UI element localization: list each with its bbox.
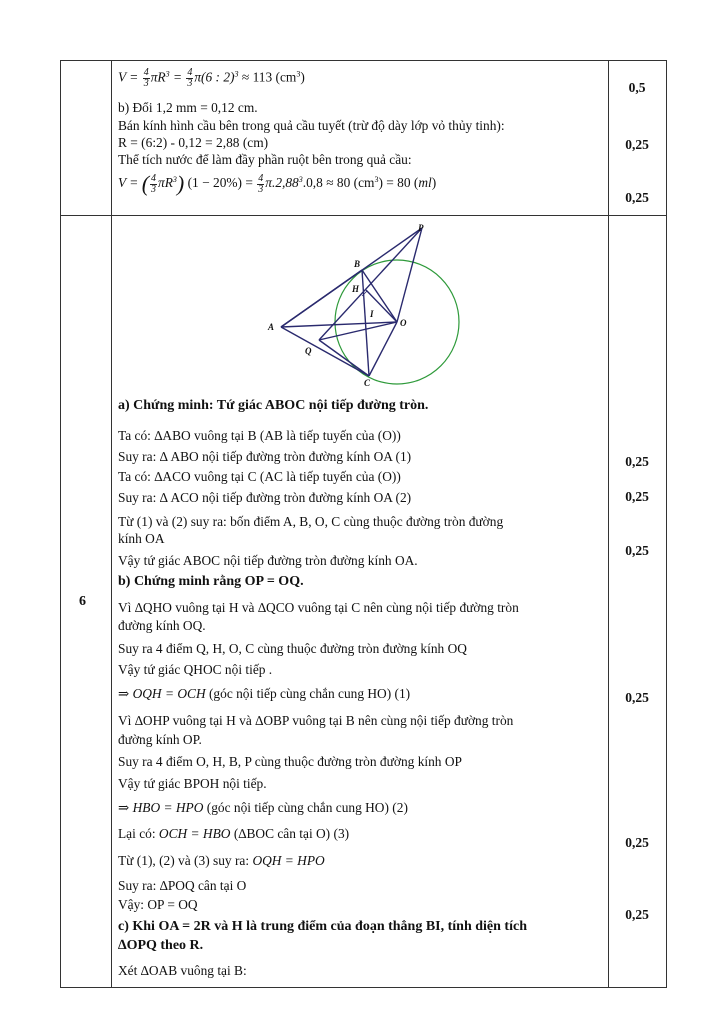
equation-line: Lại có: OCH = HBO (∆BOC cân tại O) (3) — [118, 826, 350, 841]
segment-ap — [281, 228, 422, 327]
text-line: Suy ra: ∆POQ cân tại O — [118, 878, 247, 893]
text-line: Bán kính hình cầu bên trong quả cầu tuyết (trừ độ dày lớp vỏ thủy tinh): — [118, 118, 505, 133]
part-c-title-cont: ∆OPQ theo R. — [118, 938, 204, 953]
label-h: H — [352, 284, 360, 294]
text-line: b) Đổi 1,2 mm = 0,12 cm. — [118, 100, 258, 115]
text-line: Suy ra: ∆ ABO nội tiếp đường tròn đường kính OA (1) — [118, 449, 412, 464]
text-line: đường kính OP. — [118, 732, 202, 747]
score-mark: 0,25 — [625, 543, 649, 558]
label-a: A — [268, 322, 275, 332]
score-mark: 0,25 — [625, 690, 649, 705]
geometry-figure — [0, 0, 725, 400]
label-c: C — [364, 378, 371, 388]
equation-line: ⇒ OQH = OCH (góc nội tiếp cùng chắn cung HO) (1) — [118, 686, 411, 701]
part-a-title: a) Chứng minh: Tứ giác ABOC nội tiếp đường tròn. — [118, 398, 429, 413]
score-mark: 0,25 — [625, 190, 649, 205]
segment-qc — [319, 340, 369, 376]
score-mark: 0,25 — [625, 835, 649, 850]
score-mark: 0,25 — [625, 454, 649, 469]
score-mark: 0,25 — [625, 907, 649, 922]
text-line: Từ (1) và (2) suy ra: bốn điểm A, B, O, C cùng thuộc đường tròn đường — [118, 514, 504, 529]
text-line: Xét ∆OAB vuông tại B: — [118, 963, 247, 978]
text-line: Suy ra 4 điểm O, H, B, P cùng thuộc đường tròn đường kính OP — [118, 754, 462, 769]
text-line: Ta có: ∆ACO vuông tại C (AC là tiếp tuyến của (O)) — [118, 469, 401, 484]
label-o: O — [400, 318, 407, 328]
fraction: $\frac{4}{3}$ — [187, 67, 193, 89]
text-line: Vì ∆OHP vuông tại H và ∆OBP vuông tại B nên cùng nội tiếp đường tròn — [118, 713, 514, 728]
equation-line: Từ (1), (2) và (3) suy ra: OQH = HPO — [118, 853, 325, 868]
score-mark: 0,5 — [628, 80, 646, 95]
text-line: kính OA — [118, 531, 165, 546]
table-bottom-border — [60, 987, 666, 988]
text-line: Vậy: OP = OQ — [118, 897, 198, 912]
text-line: đường kính OQ. — [118, 618, 206, 633]
label-q: Q — [305, 346, 312, 356]
fraction: $\frac{4}{3}$ — [143, 67, 149, 89]
label-p: P — [418, 223, 424, 233]
text-line: Vì ∆QHO vuông tại H và ∆QCO vuông tại C nên cùng nội tiếp đường tròn — [118, 600, 519, 615]
water-volume-formula-line: V = ( $\frac{4}{3}$ $\pi R^3$) (1 − 20%) = $\frac{4}{3}$ $\pi.2,88^3.0,8 \approx 80$ $(cm^3) = 80$ (ml) — [118, 171, 437, 196]
text-line: Suy ra 4 điểm Q, H, O, C cùng thuộc đường tròn đường kính OQ — [118, 641, 467, 656]
volume-formula-line: V = $\frac{4}{3}$ $\pi R^3$ = $\frac{4}{3}$ π(6 : 2)$^3$ ≈ 113 $(cm^3)$ — [118, 67, 305, 89]
part-c-title: c) Khi OA = 2R và H là trung điểm của đoạn thẳng BI, tính diện tích — [118, 919, 527, 934]
label-i: I — [370, 309, 374, 319]
segment-co — [369, 322, 397, 376]
fraction: $\frac{4}{3}$ — [258, 172, 264, 195]
fraction: $\frac{4}{3}$ — [151, 172, 157, 195]
text-line: Ta có: ∆ABO vuông tại B (AB là tiếp tuyến của (O)) — [118, 428, 401, 443]
text-line: Vậy tứ giác QHOC nội tiếp . — [118, 662, 273, 677]
score-mark: 0,25 — [625, 489, 649, 504]
label-b: B — [354, 259, 361, 269]
equation-line: ⇒ HBO = HPO (góc nội tiếp cùng chắn cung HO) (2) — [118, 800, 408, 815]
part-b-title: b) Chứng minh rằng OP = OQ. — [118, 574, 304, 589]
score-mark: 0,25 — [625, 137, 649, 152]
text-line: Thể tích nước để làm đầy phần ruột bên trong quả cầu: — [118, 152, 412, 167]
text-line: R = (6:2) - 0,12 = 2,88 (cm) — [118, 135, 269, 150]
text-line: Vậy tứ giác BPOH nội tiếp. — [118, 776, 267, 791]
question-number: 6 — [79, 594, 86, 609]
text-line: Vậy tứ giác ABOC nội tiếp đường tròn đường kính OA. — [118, 553, 418, 568]
text-line: Suy ra: ∆ ACO nội tiếp đường tròn đường kính OA (2) — [118, 490, 412, 505]
segment-bo — [362, 270, 397, 322]
